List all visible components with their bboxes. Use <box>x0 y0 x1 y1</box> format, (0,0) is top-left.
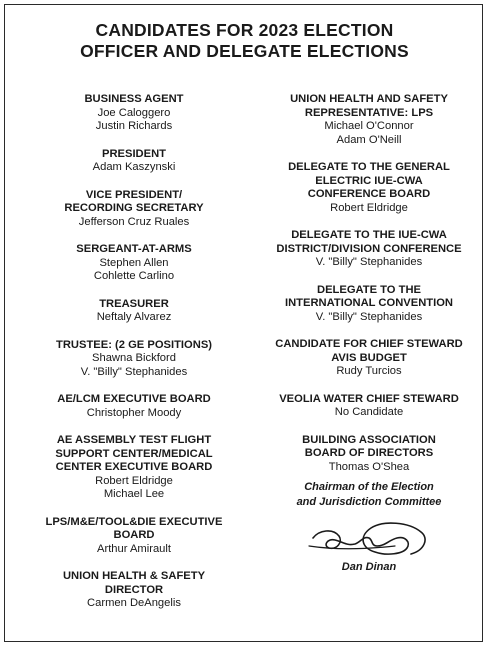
office-entry <box>20 516 248 557</box>
office-heading: INTERNATIONAL CONVENTION <box>284 297 454 309</box>
office-entry <box>20 434 248 502</box>
candidate-name: Rudy Turcios <box>336 365 402 377</box>
office-entry <box>20 339 248 380</box>
candidate-name: Adam O'Neill <box>336 133 402 146</box>
office-entry <box>20 298 248 325</box>
office-heading: BUILDING ASSOCIATION <box>302 433 436 446</box>
office-heading: DELEGATE TO THE <box>316 283 421 296</box>
candidate-name: Thomas O'Shea <box>328 460 410 473</box>
office-entry <box>20 93 248 134</box>
office-heading: CANDIDATE FOR CHIEF STEWARD <box>275 338 463 350</box>
office-heading: DIRECTOR <box>104 583 164 596</box>
office-heading: AVIS BUDGET <box>331 351 407 364</box>
office-entry <box>20 393 248 420</box>
office-entry <box>254 161 484 215</box>
office-entry <box>20 189 248 230</box>
office-heading: REPRESENTATIVE: LPS <box>304 106 434 119</box>
office-heading: TRUSTEE: (2 GE POSITIONS) <box>55 338 213 351</box>
candidate-name: Michael Lee <box>103 488 165 500</box>
page-title-line-1: CANDIDATES FOR 2023 ELECTION <box>95 20 394 40</box>
candidate-name: Carmen DeAngelis <box>87 597 181 609</box>
handwritten-signature <box>299 516 439 558</box>
office-heading: PRESIDENT <box>101 147 167 160</box>
candidate-name: Robert Eldridge <box>330 201 408 214</box>
candidate-name: Michael O'Connor <box>324 120 414 132</box>
office-heading: CENTER EXECUTIVE BOARD <box>55 461 213 473</box>
right-candidates-column <box>254 93 484 488</box>
page-title-line-2: OFFICER AND DELEGATE ELECTIONS <box>80 41 409 61</box>
office-heading: AE/LCM EXECUTIVE BOARD <box>57 393 211 405</box>
office-heading: DELEGATE TO THE IUE-CWA <box>291 229 447 241</box>
left-candidates-column <box>20 93 248 625</box>
office-entry <box>20 243 248 284</box>
office-heading: LPS/M&E/TOOL&DIE EXECUTIVE <box>45 515 223 528</box>
office-heading: SUPPORT CENTER/MEDICAL <box>55 447 213 460</box>
candidate-name: Arthur Amirault <box>97 542 171 555</box>
signature-block <box>254 480 484 574</box>
candidate-name: Justin Richards <box>95 120 173 132</box>
signature-role-line-2: and Jurisdiction Committee <box>296 496 442 508</box>
office-heading: VICE PRESIDENT/ <box>85 188 183 201</box>
office-entry <box>20 148 248 175</box>
office-entry <box>254 393 484 420</box>
office-entry <box>254 434 484 475</box>
office-entry <box>20 570 248 611</box>
office-entry <box>254 284 484 325</box>
office-heading: TREASURER <box>99 297 169 310</box>
office-heading: ELECTRIC IUE-CWA <box>315 174 423 187</box>
candidate-name: V. "Billy" Stephanides <box>80 365 188 378</box>
office-entry <box>254 338 484 379</box>
office-heading: VEOLIA WATER CHIEF STEWARD <box>279 392 459 405</box>
office-heading: RECORDING SECRETARY <box>64 202 204 214</box>
office-heading: CONFERENCE BOARD <box>307 188 431 200</box>
office-heading: AE ASSEMBLY TEST FLIGHT <box>56 434 212 446</box>
office-heading: BOARD <box>113 529 155 541</box>
office-heading: DISTRICT/DIVISION CONFERENCE <box>276 242 462 255</box>
office-heading: UNION HEALTH & SAFETY <box>62 570 206 582</box>
candidate-name: Robert Eldridge <box>95 474 173 487</box>
candidate-name: Neftaly Alvarez <box>96 311 172 323</box>
office-heading: DELEGATE TO THE GENERAL <box>288 161 450 173</box>
office-heading: BUSINESS AGENT <box>84 93 184 105</box>
office-entry <box>254 229 484 270</box>
candidate-name: Joe Caloggero <box>97 106 171 119</box>
candidate-name: V. "Billy" Stephanides <box>315 310 423 323</box>
office-entry <box>254 93 484 147</box>
candidate-name: Jefferson Cruz Ruales <box>78 215 190 228</box>
candidate-name: Cohlette Carlino <box>93 270 175 282</box>
candidate-name: Shawna Bickford <box>92 352 176 364</box>
candidate-name: Christopher Moody <box>86 406 182 419</box>
candidate-name: Adam Kaszynski <box>92 161 176 173</box>
signature-role-line-1: Chairman of the Election <box>304 481 434 493</box>
office-heading: SERGEANT-AT-ARMS <box>76 243 192 255</box>
signature-name: Dan Dinan <box>341 561 397 573</box>
candidate-name: No Candidate <box>334 406 404 418</box>
candidate-name: Stephen Allen <box>99 256 169 269</box>
office-heading: BOARD OF DIRECTORS <box>304 447 434 459</box>
office-heading: UNION HEALTH AND SAFETY <box>290 93 448 105</box>
candidate-name: V. "Billy" Stephanides <box>315 256 423 268</box>
